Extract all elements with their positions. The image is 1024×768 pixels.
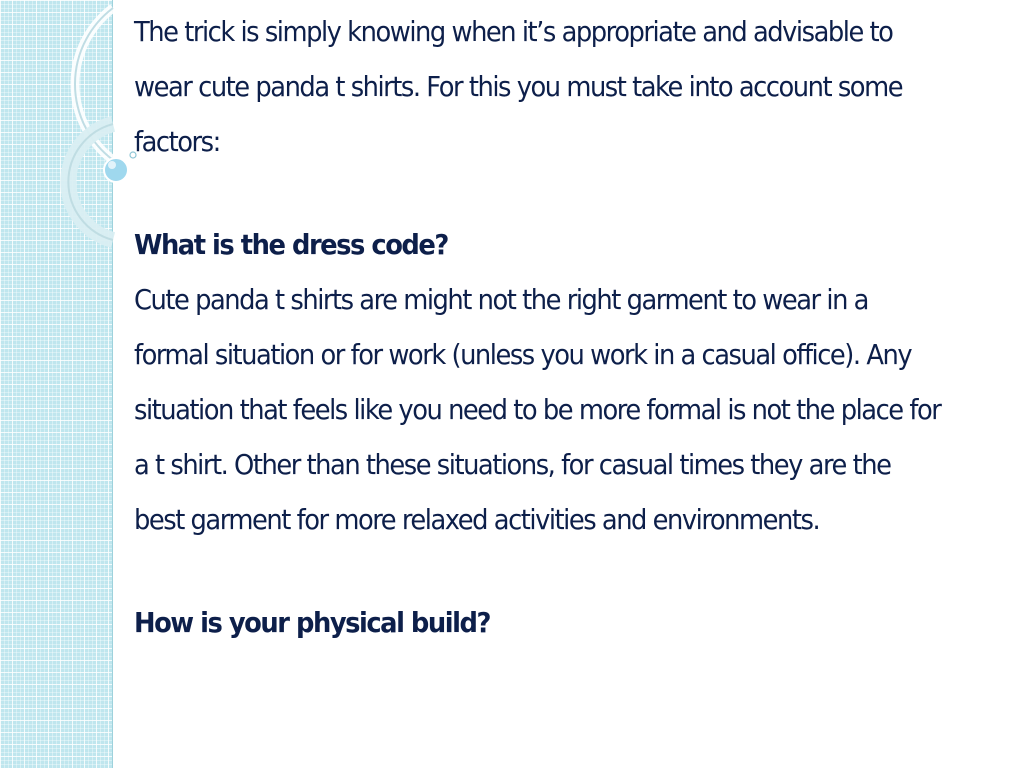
ring-arc-icon: [68, 8, 113, 240]
intro-paragraph: The trick is simply knowing when it’s appropriate and advisable to wear cute panda t shirts. For this you must take into account some factors:: [134, 15, 903, 158]
slide-text: [134, 4, 944, 650]
dress-code-heading: What is the dress code?: [134, 228, 448, 261]
dress-code-paragraph: Cute panda t shirts are might not the right garment to wear in a formal situation or for work (unless you work in a casual office). Any situation that feels like you need to be more formal is not the place for a t shirt. Other than these situations, for casual times they are the best garment for more relaxed activities and environments.: [134, 283, 941, 536]
physical-build-heading: How is your physical build?: [134, 606, 490, 639]
